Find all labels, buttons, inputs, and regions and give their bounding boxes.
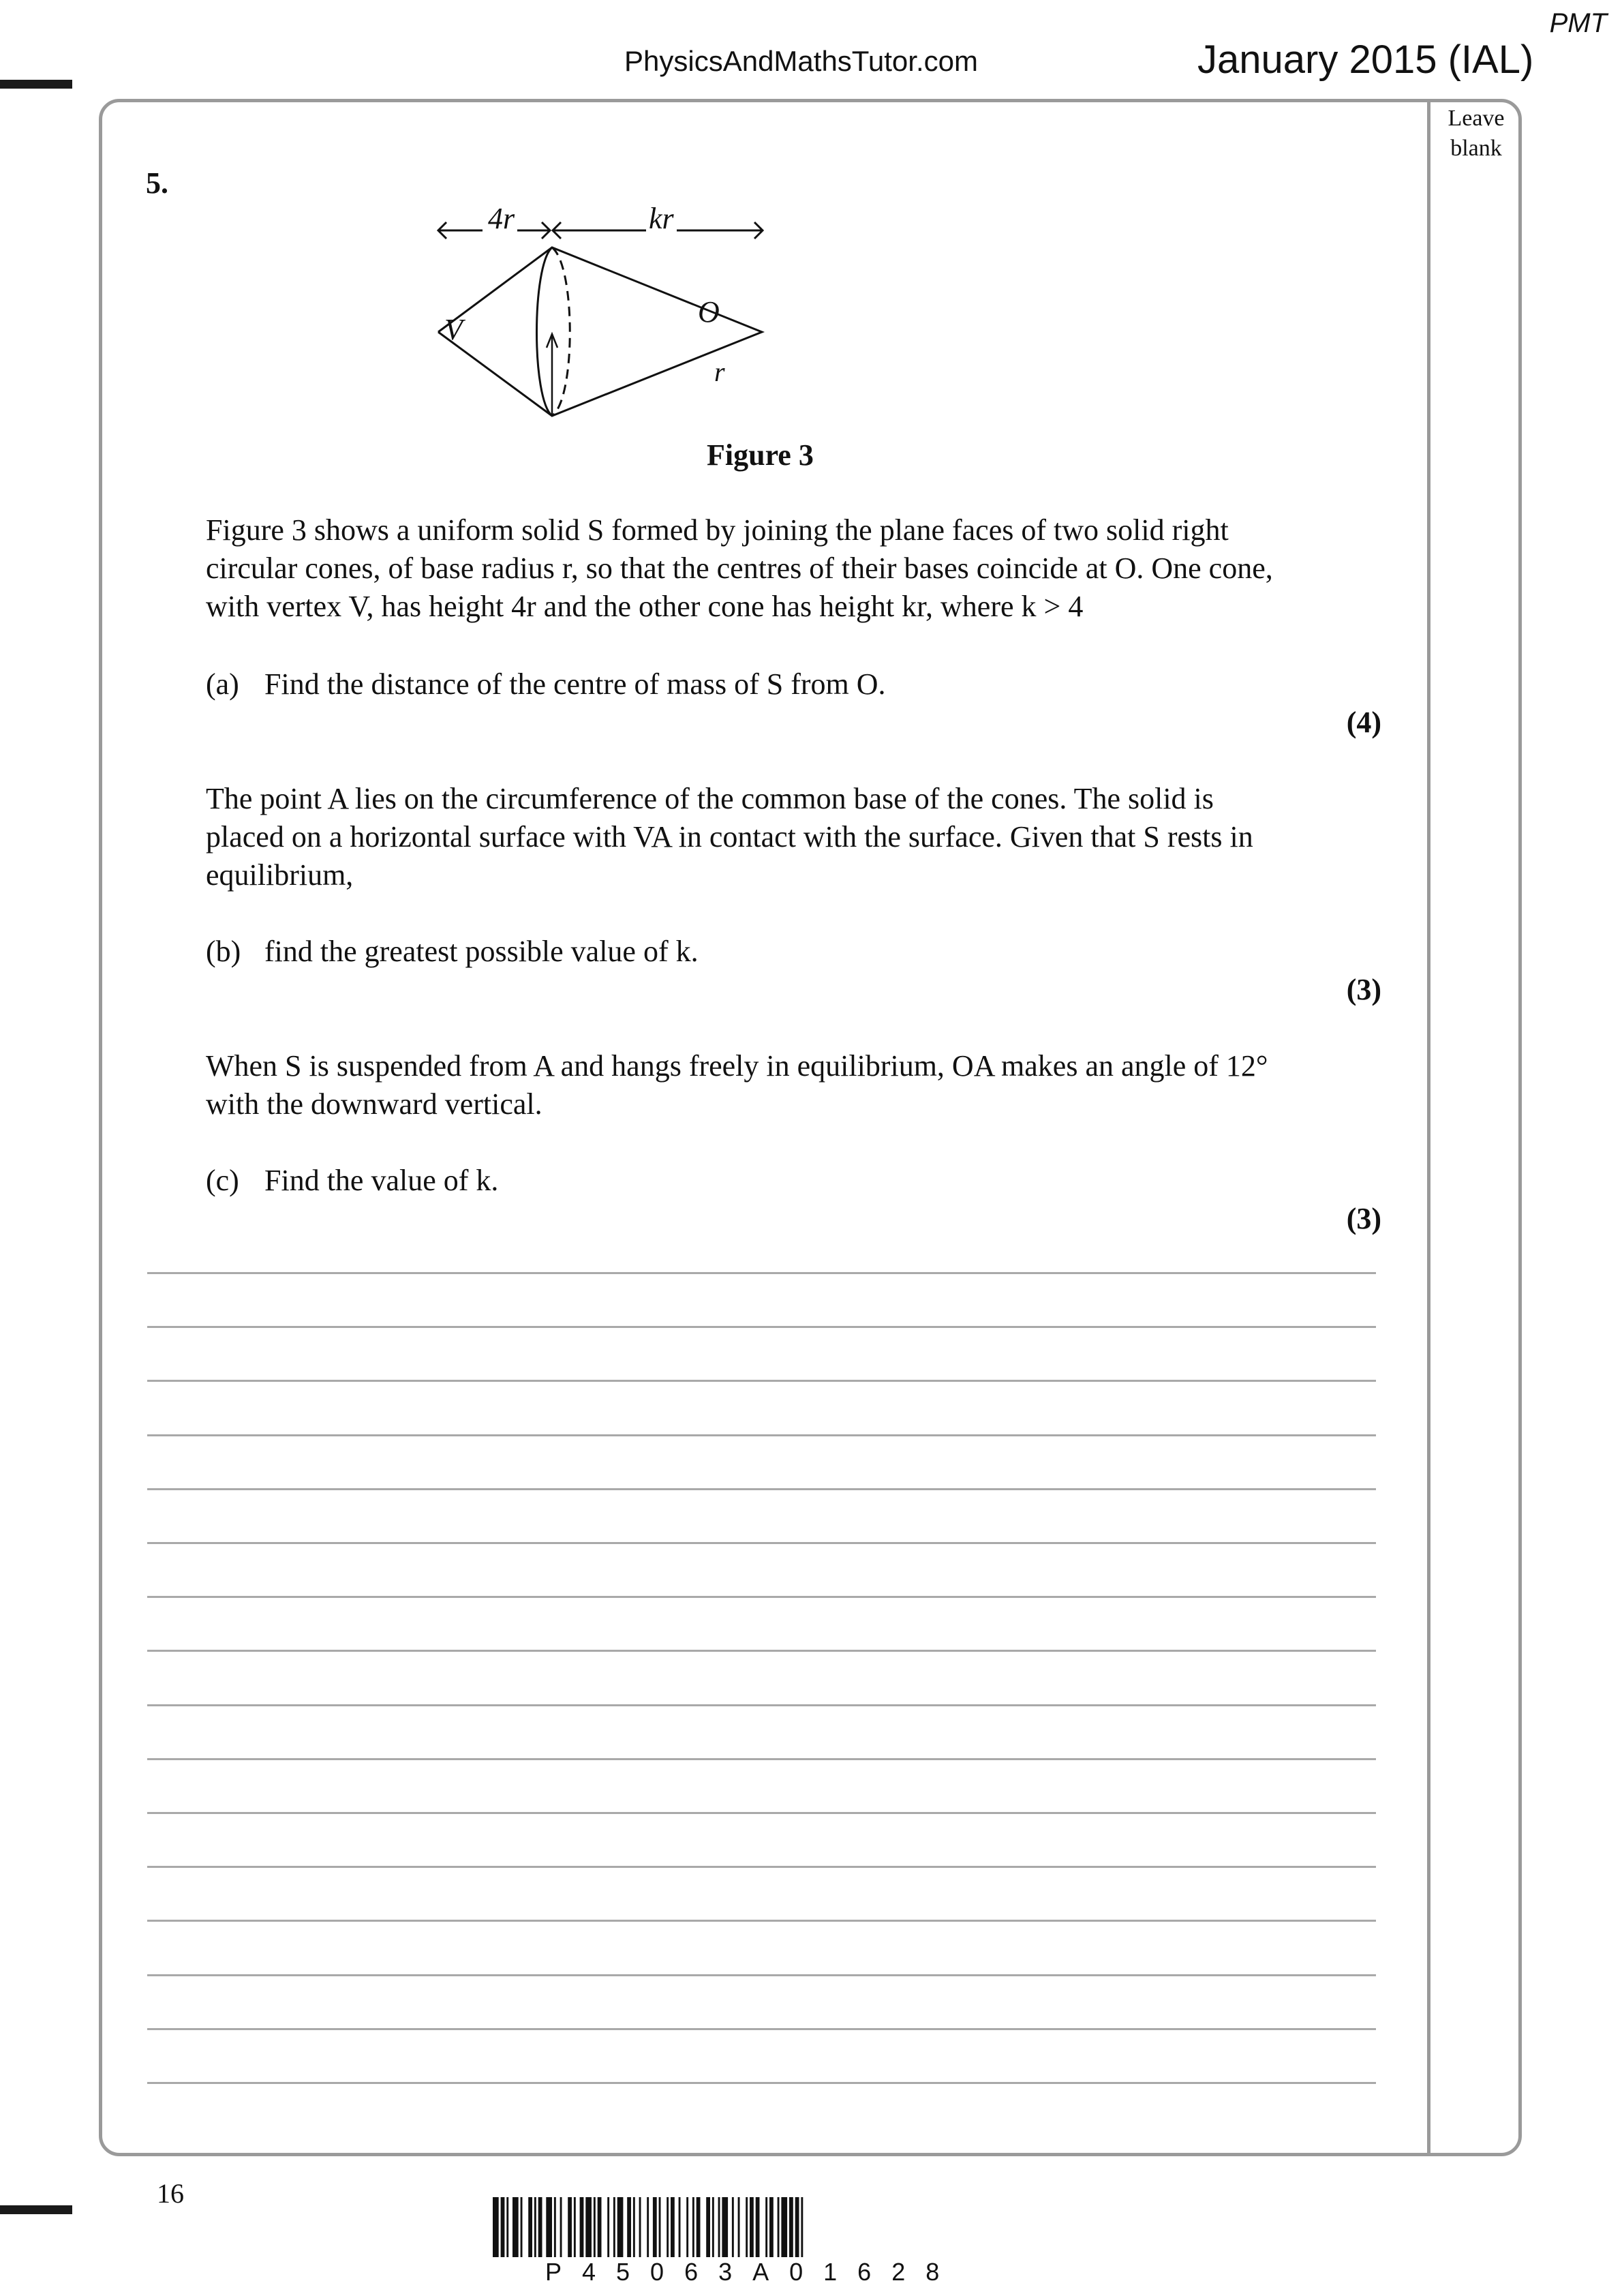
- context-part-b: The point A lies on the circumference of the common base of the cones. The solid is placed on a horizontal surface with VA in contact with the surface. Given that S rests in equilibrium,: [206, 782, 1253, 892]
- part-b: (b) find the greatest possible value of k.: [206, 935, 699, 968]
- exam-session: January 2015 (IAL): [1197, 37, 1534, 82]
- answer-line[interactable]: [147, 1272, 1376, 1274]
- base-ellipse-back-dashed: [552, 247, 570, 416]
- marks-part-a: (4): [1346, 706, 1381, 739]
- part-c: (c) Find the value of k.: [206, 1164, 499, 1197]
- answer-line[interactable]: [147, 1596, 1376, 1598]
- context-part-c: When S is suspended from A and hangs freely in equilibrium, OA makes an angle of 12° with the downward vertical.: [206, 1049, 1268, 1121]
- answer-line[interactable]: [147, 1488, 1376, 1490]
- answer-line[interactable]: [147, 1326, 1376, 1328]
- label-4r: 4r: [485, 201, 517, 236]
- answer-line[interactable]: [147, 2082, 1376, 2084]
- marks-part-b: (3): [1346, 973, 1381, 1006]
- barcode-icon: [493, 2197, 1130, 2257]
- label-vertex-v: V: [444, 313, 463, 346]
- intro-paragraph: Figure 3 shows a uniform solid S formed by joining the plane faces of two solid right circular cones, of base radius r, so that the centres of their bases coincide at O. One cone, with vertex V, has height 4r and the other cone has height kr, where k > 4: [206, 513, 1273, 623]
- part-a: (a) Find the distance of the centre of mass of S from O.: [206, 667, 886, 701]
- barcode-text: P45063A01628: [545, 2258, 960, 2286]
- figure-caption: Figure 3: [707, 438, 814, 472]
- answer-line[interactable]: [147, 1434, 1376, 1436]
- corner-label: PMT: [1549, 8, 1607, 38]
- answer-line[interactable]: [147, 1812, 1376, 1814]
- label-radius-r: r: [714, 357, 725, 387]
- registration-mark-top: [0, 80, 72, 89]
- answer-line[interactable]: [147, 2028, 1376, 2030]
- leave-blank-divider: [1427, 100, 1430, 2155]
- question-number: 5.: [146, 166, 168, 200]
- leave-blank-label: Leave blank: [1448, 106, 1505, 161]
- site-name: PhysicsAndMathsTutor.com: [624, 45, 978, 77]
- answer-line[interactable]: [147, 1650, 1376, 1652]
- label-centre-o: O: [698, 295, 720, 329]
- double-cone-outline: [438, 247, 762, 416]
- answer-line[interactable]: [147, 1542, 1376, 1544]
- answer-line[interactable]: [147, 1866, 1376, 1868]
- page-number: 16: [157, 2178, 184, 2209]
- registration-mark-bottom: [0, 2205, 72, 2214]
- answer-line[interactable]: [147, 1380, 1376, 1382]
- answer-line[interactable]: [147, 1704, 1376, 1706]
- marks-part-c: (3): [1346, 1202, 1381, 1235]
- label-kr: kr: [646, 201, 677, 236]
- answer-line[interactable]: [147, 1758, 1376, 1760]
- answer-line[interactable]: [147, 1920, 1376, 1922]
- base-ellipse-front: [537, 247, 553, 416]
- answer-line[interactable]: [147, 1974, 1376, 1976]
- figure-3-double-cone-diagram: [409, 191, 1159, 436]
